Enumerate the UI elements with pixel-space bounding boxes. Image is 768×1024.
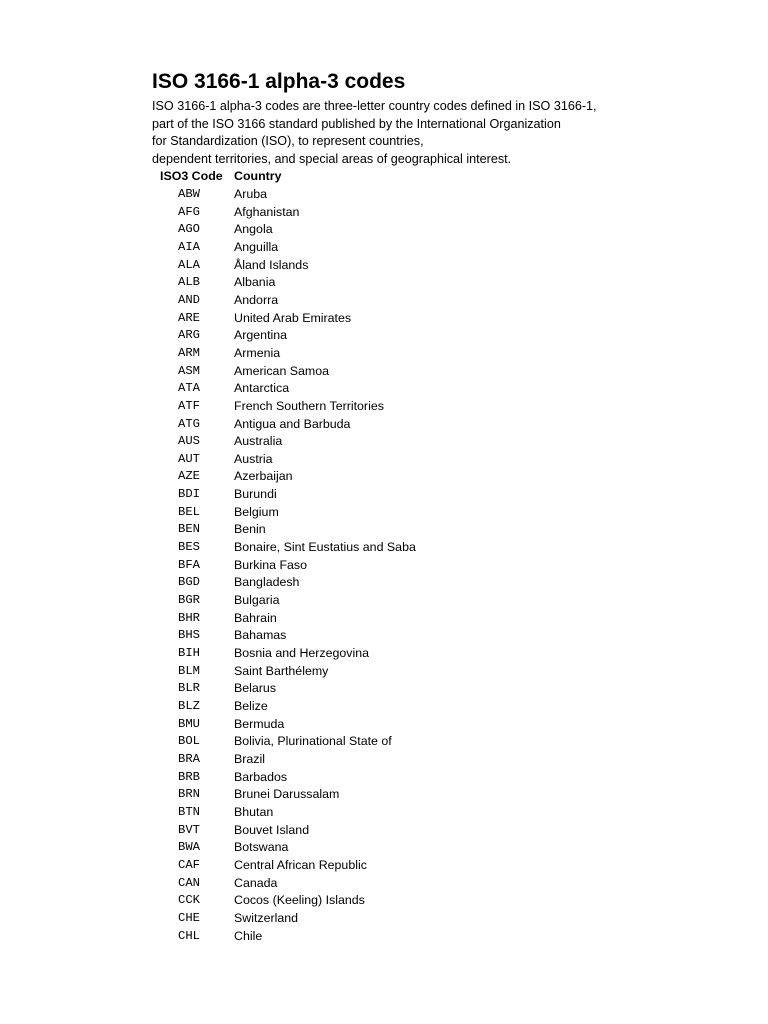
country-name-cell: Cocos (Keeling) Islands	[234, 893, 365, 908]
country-name-cell: Bangladesh	[234, 575, 300, 590]
table-row	[160, 822, 416, 840]
table-row	[160, 310, 416, 328]
iso3-code-cell: BMU	[178, 716, 200, 731]
iso3-code-cell: CCK	[178, 893, 200, 908]
table-row	[160, 186, 416, 204]
iso3-code-cell: BDI	[178, 487, 200, 502]
table-row	[160, 398, 416, 416]
table-row	[160, 274, 416, 292]
iso3-code-cell: BWA	[178, 840, 200, 855]
country-name-cell: Albania	[234, 275, 276, 290]
country-name-cell: Azerbaijan	[234, 469, 293, 484]
table-row	[160, 204, 416, 222]
country-name-cell: Barbados	[234, 769, 288, 784]
table-row	[160, 486, 416, 504]
table-row	[160, 504, 416, 522]
iso3-code-cell: ASM	[178, 363, 200, 378]
iso3-code-cell: BEN	[178, 522, 200, 537]
table-row	[160, 592, 416, 610]
table-row	[160, 380, 416, 398]
country-name-cell: Austria	[234, 451, 273, 466]
table-row	[160, 680, 416, 698]
country-name-cell: Burundi	[234, 487, 277, 502]
country-name-cell: Belgium	[234, 504, 279, 519]
table-row	[160, 857, 416, 875]
country-name-cell: Bahrain	[234, 610, 277, 625]
intro-line: dependent territories, and special areas of geographical interest.	[152, 151, 512, 166]
iso3-code-cell: BLR	[178, 681, 200, 696]
country-name-cell: Belarus	[234, 681, 277, 696]
iso3-code-cell: AUS	[178, 434, 200, 449]
iso3-code-cell: BLM	[178, 663, 200, 678]
country-name-cell: Armenia	[234, 345, 281, 360]
country-name-cell: Bhutan	[234, 804, 274, 819]
iso3-code-cell: BVT	[178, 822, 200, 837]
table-row	[160, 733, 416, 751]
table-row	[160, 433, 416, 451]
iso3-code-cell: ARG	[178, 328, 200, 343]
table-row	[160, 663, 416, 681]
country-name-cell: Afghanistan	[234, 204, 300, 219]
table-row	[160, 345, 416, 363]
table-row	[160, 892, 416, 910]
table-row	[160, 875, 416, 893]
iso3-code-cell: ARE	[178, 310, 200, 325]
iso3-code-cell: BEL	[178, 504, 200, 519]
table-header-row	[160, 168, 416, 186]
table-row	[160, 698, 416, 716]
country-name-cell: Antigua and Barbuda	[234, 416, 351, 431]
iso3-code-cell: AFG	[178, 204, 200, 219]
document-page	[152, 68, 752, 945]
intro-line: ISO 3166-1 alpha-3 codes are three-letter country codes defined in ISO 3166-1,	[152, 99, 597, 113]
table-row	[160, 610, 416, 628]
country-name-cell: Bouvet Island	[234, 822, 310, 837]
table-body	[160, 186, 416, 945]
iso3-code-cell: BRB	[178, 769, 200, 784]
intro-paragraph	[152, 98, 752, 168]
country-name-cell: Australia	[234, 434, 283, 449]
country-name-cell: Bermuda	[234, 716, 285, 731]
iso3-code-cell: CHL	[178, 928, 200, 943]
iso3-code-cell: ATG	[178, 416, 200, 431]
table-row	[160, 928, 416, 946]
iso3-code-cell: AZE	[178, 469, 200, 484]
table-row	[160, 539, 416, 557]
country-name-cell: Belize	[234, 699, 268, 713]
column-header-code: ISO3 Code	[160, 169, 223, 184]
table-row	[160, 451, 416, 469]
iso3-code-cell: AUT	[178, 451, 200, 466]
country-name-cell: United Arab Emirates	[234, 310, 352, 325]
country-name-cell: Andorra	[234, 292, 279, 307]
country-name-cell: Brunei Darussalam	[234, 787, 340, 802]
iso3-code-cell: BOL	[178, 734, 200, 749]
table-row	[160, 769, 416, 787]
country-name-cell: Saint Barthélemy	[234, 663, 329, 678]
column-header-country: Country	[234, 169, 282, 184]
table-row	[160, 786, 416, 804]
iso3-code-cell: CHE	[178, 910, 200, 925]
iso3-code-cell: ABW	[178, 186, 200, 201]
country-name-cell: Benin	[234, 522, 266, 537]
table-row	[160, 751, 416, 769]
iso3-code-cell: BIH	[178, 646, 200, 661]
iso3-code-cell: ATF	[178, 398, 200, 413]
table-row	[160, 839, 416, 857]
table-row	[160, 574, 416, 592]
country-name-cell: Åland Islands	[234, 257, 309, 272]
iso3-code-cell: ATA	[178, 381, 200, 396]
iso3-code-cell: BTN	[178, 804, 200, 819]
iso3-code-cell: AGO	[178, 222, 200, 237]
country-name-cell: Angola	[234, 222, 273, 237]
country-name-cell: Anguilla	[234, 239, 279, 254]
country-name-cell: Antarctica	[234, 381, 290, 396]
codes-table	[160, 168, 416, 945]
country-name-cell: Bolivia, Plurinational State of	[234, 734, 392, 749]
iso3-code-cell: CAN	[178, 875, 200, 890]
iso3-code-cell: BRN	[178, 787, 200, 802]
iso3-code-cell: ALA	[178, 257, 200, 272]
iso3-code-cell: CAF	[178, 857, 200, 872]
table-row	[160, 521, 416, 539]
iso3-code-cell: BES	[178, 540, 200, 555]
table-row	[160, 468, 416, 486]
country-name-cell: French Southern Territories	[234, 398, 384, 413]
iso3-code-cell: BHS	[178, 628, 200, 643]
table-row	[160, 804, 416, 822]
table-row	[160, 239, 416, 257]
intro-line: for Standardization (ISO), to represent countries,	[152, 134, 424, 149]
table-row	[160, 557, 416, 575]
document-title: ISO 3166-1 alpha-3 codes	[152, 70, 406, 93]
country-name-cell: Central African Republic	[234, 857, 367, 872]
country-name-cell: American Samoa	[234, 363, 330, 378]
table-row	[160, 363, 416, 381]
country-name-cell: Bahamas	[234, 628, 287, 643]
iso3-code-cell: BRA	[178, 751, 200, 766]
country-name-cell: Brazil	[234, 751, 265, 766]
iso3-code-cell: BGR	[178, 593, 200, 608]
table-row	[160, 645, 416, 663]
country-name-cell: Bosnia and Herzegovina	[234, 646, 370, 661]
iso3-code-cell: ARM	[178, 345, 200, 360]
iso3-code-cell: BHR	[178, 610, 200, 625]
country-name-cell: Canada	[234, 875, 278, 890]
intro-line: part of the ISO 3166 standard published by the International Organization	[152, 116, 561, 131]
country-name-cell: Argentina	[234, 328, 288, 343]
table-row	[160, 910, 416, 928]
iso3-code-cell: BFA	[178, 557, 200, 572]
country-name-cell: Aruba	[234, 186, 268, 201]
table-row	[160, 716, 416, 734]
table-row	[160, 292, 416, 310]
country-name-cell: Chile	[234, 928, 263, 943]
country-name-cell: Switzerland	[234, 910, 299, 925]
country-name-cell: Botswana	[234, 840, 289, 855]
table-row	[160, 221, 416, 239]
iso3-code-cell: ALB	[178, 275, 200, 290]
iso3-code-cell: BGD	[178, 575, 200, 590]
iso3-code-cell: AND	[178, 292, 200, 307]
table-row	[160, 627, 416, 645]
iso3-code-cell: BLZ	[178, 699, 200, 713]
table-row	[160, 416, 416, 434]
table-row	[160, 257, 416, 275]
table-row	[160, 327, 416, 345]
country-name-cell: Bonaire, Sint Eustatius and Saba	[234, 540, 416, 555]
country-name-cell: Bulgaria	[234, 593, 280, 608]
country-name-cell: Burkina Faso	[234, 557, 308, 572]
iso3-code-cell: AIA	[178, 239, 200, 254]
